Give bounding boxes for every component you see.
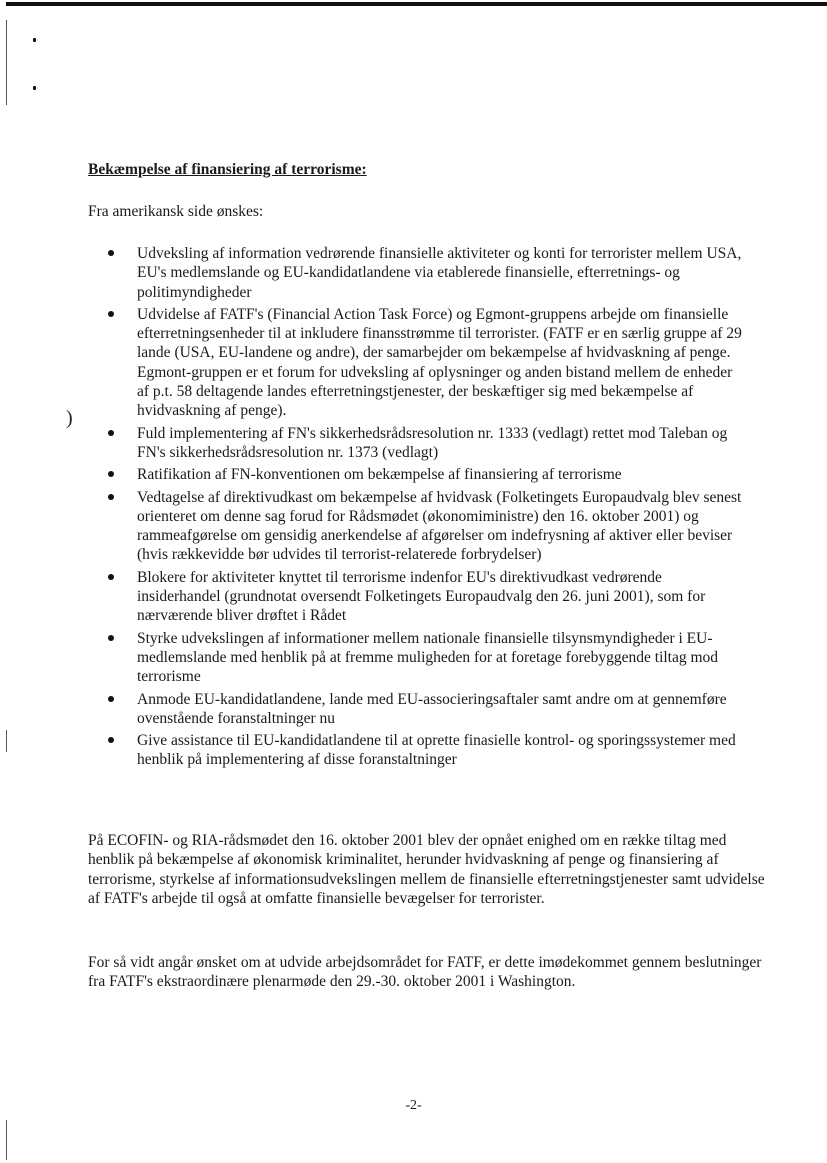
list-item-text: Ratifikation af FN-konventionen om bekæmpelse af finansiering af terrorisme — [137, 466, 622, 484]
list-item — [108, 305, 748, 421]
list-item — [108, 629, 748, 687]
scan-left-edge-mark — [6, 730, 7, 752]
list-item-text: Blokere for aktiviteter knyttet til terrorisme indenfor EU's direktivudkast vedrørende insiderhandel (grundnotat oversendt Folketingets Europaudvalg den 26. juni 2001), som for nærværende bliver drøftet i Rådet — [137, 568, 706, 625]
bullet-icon — [108, 471, 114, 477]
margin-bracket-mark: ) — [66, 407, 73, 429]
list-item-text: Udveksling af information vedrørende finansielle aktiviteter og konti for terrorister mellem USA, EU's medlemslande og EU-kandidatlandene via etablerede finansielle, efterretnings- og politimyndigheder — [137, 245, 742, 301]
section-heading: Bekæmpelse af finansiering af terrorisme: — [88, 161, 367, 178]
body-paragraph: For så vidt angår ønsket om at udvide arbejdsområdet for FATF, er dette imødekommet gennem beslutninger fra FATF's ekstraordinære plenarmøde den 29.-30. oktober 2001 i Washington. — [88, 954, 762, 991]
list-item-text: Fuld implementering af FN's sikkerhedsrådsresolution nr. 1333 (vedlagt) rettet mod Taleban og FN's sikkerhedsrådsresolution nr. 1373 (vedlagt) — [137, 424, 728, 461]
list-item — [108, 244, 748, 302]
list-item — [108, 568, 748, 626]
scan-left-edge-mark — [6, 20, 7, 105]
bullet-icon — [108, 574, 114, 580]
page-number: -2- — [405, 1098, 422, 1113]
punch-hole-mark — [33, 38, 36, 42]
list-item-text: Anmode EU-kandidatlandene, lande med EU-associeringsaftaler samt andre om at gennemføre ovenstående foranstaltninger nu — [137, 690, 727, 727]
bullet-icon — [108, 430, 114, 436]
bullet-icon — [108, 635, 114, 641]
bullet-icon — [108, 250, 114, 256]
list-item — [108, 488, 748, 565]
list-item — [108, 731, 748, 770]
list-item-text: Udvidelse af FATF's (Financial Action Task Force) og Egmont-gruppens arbejde om finansielle efterretningsenheder til at inkludere finansstrømme til terrorister. (FATF er en særlig gruppe af 29 lande (USA, EU-landene og andre), der samarbejder om bekæmpelse af hvidvaskning af penge. Egmont-gruppen er et forum for udveksling af oplysninger og anden bistand mellem de enheder af p.t. 58 deltagende landes efterretningstjenester, der beskæftiger sig med bekæmpelse af hvidvaskning af penge). — [137, 305, 742, 420]
scan-left-edge-mark — [6, 1120, 7, 1160]
list-item-text: Styrke udvekslingen af informationer mellem nationale finansielle tilsynsmyndigheder i EU-medlemslande med henblik på at fremme muligheden for at foretage forebyggende tiltag mod terrorisme — [137, 629, 719, 686]
list-item-text: Vedtagelse af direktivudkast om bekæmpelse af hvidvask (Folketingets Europaudvalg blev senest orienteret om denne sag forud for Rådsmødet (økonomiministre) den 16. oktober 2001) og rammeafgørelse om gensidig anerkendelse af afgørelser om indefrysning af aktiver eller beviser (hvis rækkevidde bør udvides til terrorist-relaterede forbrydelser) — [137, 488, 742, 564]
bullet-icon — [108, 696, 114, 702]
bullet-icon — [108, 737, 114, 743]
bullet-icon — [108, 311, 114, 317]
list-item — [108, 465, 748, 484]
body-paragraph: På ECOFIN- og RIA-rådsmødet den 16. oktober 2001 blev der opnået enighed om en række tiltag med henblik på bekæmpelse af økonomisk kriminalitet, herunder hvidvaskning af penge og finansiering af terrorisme, styrkelse af informationsudvekslingen mellem de finansielle efterretningstjenester samt udvidelse af FATF's arbejde til også at omfatte finansielle bevægelser for terrorister. — [88, 832, 765, 907]
list-item — [108, 424, 748, 463]
request-list — [108, 244, 748, 773]
list-item — [108, 690, 748, 729]
bullet-icon — [108, 494, 114, 500]
scan-top-edge — [6, 2, 827, 6]
intro-text: Fra amerikansk side ønskes: — [88, 203, 264, 220]
punch-hole-mark — [33, 86, 36, 90]
list-item-text: Give assistance til EU-kandidatlandene til at oprette finasielle kontrol- og sporingssystemer med henblik på implementering af disse foranstaltninger — [137, 732, 736, 769]
